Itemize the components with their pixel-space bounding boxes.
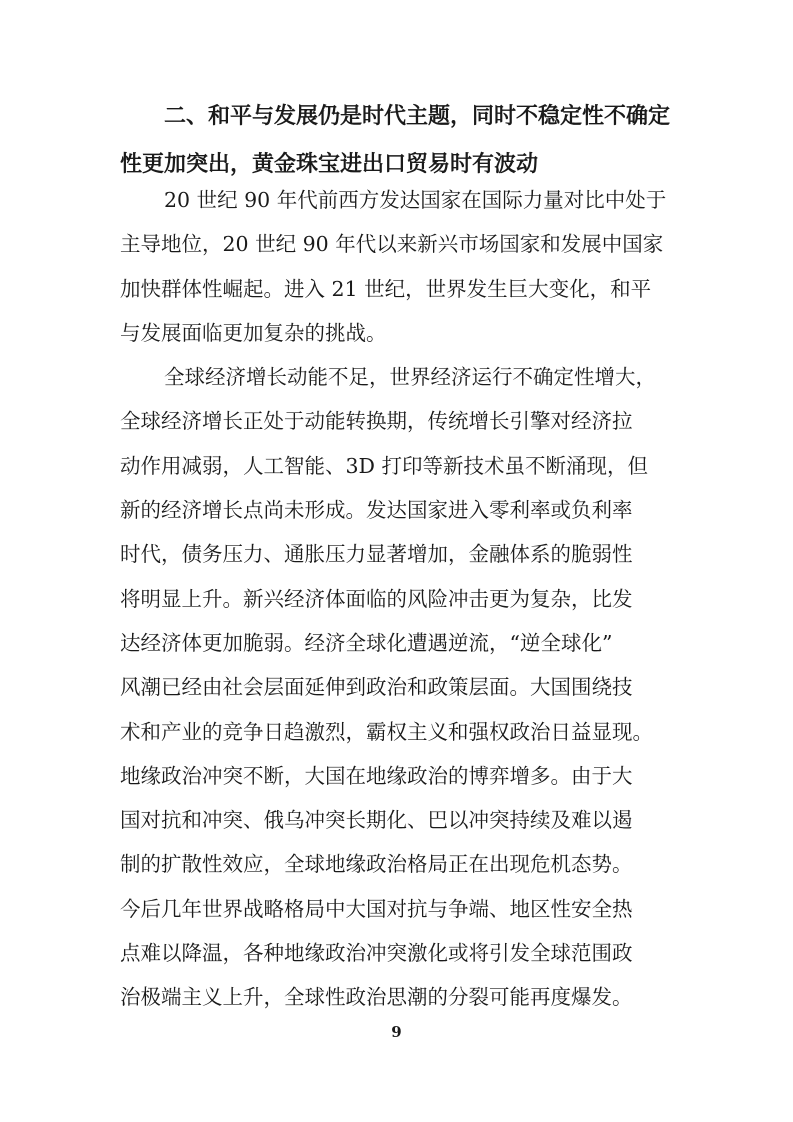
heading-line: 二、和平与发展仍是时代主题，同时不稳定性不确定 xyxy=(164,103,671,129)
paragraph-line: 时代，债务压力、通胀压力显著增加，金融体系的脆弱性 xyxy=(120,542,633,567)
paragraph-line: 新的经济增长点尚未形成。发达国家进入零利率或负利率 xyxy=(120,498,633,523)
paragraph-line: 地缘政治冲突不断，大国在地缘政治的博弈增多。由于大 xyxy=(120,763,633,788)
paragraph xyxy=(120,178,690,355)
paragraph-line: 20 世纪 90 年代前西方发达国家在国际力量对比中处于 xyxy=(164,188,667,212)
paragraph-line: 治极端主义上升，全球性政治思潮的分裂可能再度爆发。 xyxy=(120,985,633,1010)
paragraph-line: 动作用减弱，人工智能、3D 打印等新技术虽不断涌现，但 xyxy=(120,453,648,478)
heading-line: 性更加突出，黄金珠宝进出口贸易时有波动 xyxy=(120,151,539,177)
paragraph-line: 术和产业的竞争日趋激烈，霸权主义和强权政治日益显现。 xyxy=(120,719,653,744)
body-text xyxy=(120,178,690,1020)
paragraph-line: 风潮已经由社会层面延伸到政治和政策层面。大国围绕技 xyxy=(120,675,633,700)
paragraph-line: 点难以降温，各种地缘政治冲突激化或将引发全球范围政 xyxy=(120,941,633,966)
section-heading xyxy=(120,92,690,188)
paragraph xyxy=(120,355,690,1019)
paragraph-line: 制的扩散性效应，全球地缘政治格局正在出现危机态势。 xyxy=(120,852,633,877)
paragraph-line: 与发展面临更加复杂的挑战。 xyxy=(120,320,387,345)
paragraph-line: 将明显上升。新兴经济体面临的风险冲击更为复杂，比发 xyxy=(120,586,633,611)
paragraph-line: 今后几年世界战略格局中大国对抗与争端、地区性安全热 xyxy=(120,896,633,921)
paragraph-line: 全球经济增长正处于动能转换期，传统增长引擎对经济拉 xyxy=(120,409,633,434)
paragraph-line: 达经济体更加脆弱。经济全球化遭遇逆流，“逆全球化” xyxy=(120,630,613,655)
paragraph-line: 全球经济增长动能不足，世界经济运行不确定性增大， xyxy=(164,365,656,390)
paragraph-line: 国对抗和冲突、俄乌冲突长期化、巴以冲突持续及难以遏 xyxy=(120,808,633,833)
paragraph-line: 主导地位，20 世纪 90 年代以来新兴市场国家和发展中国家 xyxy=(120,232,664,257)
paragraph-line: 加快群体性崛起。进入 21 世纪，世界发生巨大变化，和平 xyxy=(120,276,652,301)
page-number: 9 xyxy=(391,1023,402,1041)
